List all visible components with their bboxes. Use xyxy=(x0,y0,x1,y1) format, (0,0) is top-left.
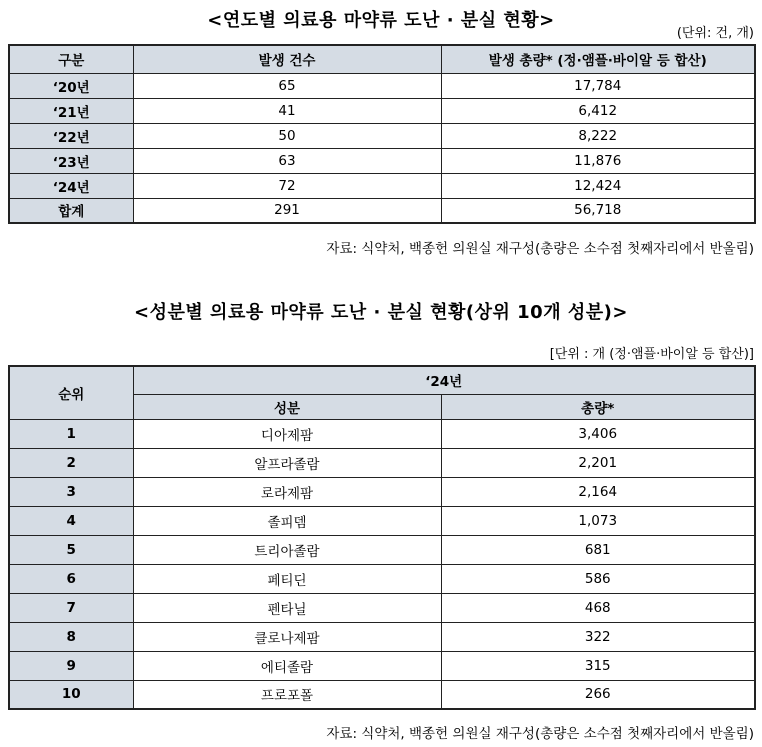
table-row xyxy=(9,535,755,564)
quantity-cell: 8,222 xyxy=(441,123,755,148)
rank-cell: 1 xyxy=(9,419,133,448)
ingredient-theft-loss-table xyxy=(8,365,756,710)
table2-source: 자료: 식약처, 백종헌 의원실 재구성(총량은 소수점 첫째자리에서 반올림) xyxy=(326,726,754,742)
total-cell: 322 xyxy=(441,622,755,651)
total-row xyxy=(9,198,755,223)
count-cell: 50 xyxy=(133,123,441,148)
total-cell: 1,073 xyxy=(441,506,755,535)
ingredient-cell: 에티졸람 xyxy=(133,651,441,680)
rank-cell: 4 xyxy=(9,506,133,535)
table1-title: <연도별 의료용 마약류 도난 · 분실 현황> xyxy=(207,10,555,31)
year-cell: ‘20년 xyxy=(9,73,133,98)
quantity-cell: 12,424 xyxy=(441,173,755,198)
table-row xyxy=(9,564,755,593)
total-cell: 2,164 xyxy=(441,477,755,506)
header-ingredient: 성분 xyxy=(133,394,441,419)
ingredient-cell: 디아제팜 xyxy=(133,419,441,448)
rank-cell: 6 xyxy=(9,564,133,593)
table-row xyxy=(9,593,755,622)
annual-theft-loss-table xyxy=(8,44,756,224)
count-cell: 65 xyxy=(133,73,441,98)
quantity-cell: 17,784 xyxy=(441,73,755,98)
total-cell: 468 xyxy=(441,593,755,622)
total-cell: 315 xyxy=(441,651,755,680)
header-total: 총량* xyxy=(441,394,755,419)
count-cell: 41 xyxy=(133,98,441,123)
header-category: 구분 xyxy=(9,45,133,73)
quantity-cell: 56,718 xyxy=(441,198,755,223)
table-row xyxy=(9,173,755,198)
rank-cell: 2 xyxy=(9,448,133,477)
table1-unit: (단위: 건, 개) xyxy=(676,26,754,41)
table1-header-row xyxy=(9,45,755,73)
table1-source: 자료: 식약처, 백종헌 의원실 재구성(총량은 소수점 첫째자리에서 반올림) xyxy=(326,241,754,257)
total-cell: 681 xyxy=(441,535,755,564)
ingredient-cell: 프로포폴 xyxy=(133,680,441,709)
count-cell: 63 xyxy=(133,148,441,173)
table-row xyxy=(9,680,755,709)
table2-unit: [단위 : 개 (정·앰플·바이알 등 합산)] xyxy=(549,347,754,362)
count-cell: 291 xyxy=(133,198,441,223)
total-cell: 266 xyxy=(441,680,755,709)
ingredient-cell: 졸피뎀 xyxy=(133,506,441,535)
table-row xyxy=(9,506,755,535)
header-total-quantity: 발생 총량* (정·앰플·바이알 등 합산) xyxy=(441,45,755,73)
total-cell: 3,406 xyxy=(441,419,755,448)
ingredient-cell: 펜타닐 xyxy=(133,593,441,622)
table2-header-row xyxy=(9,366,755,394)
ingredient-cell: 알프라졸람 xyxy=(133,448,441,477)
year-cell: ‘24년 xyxy=(9,173,133,198)
year-cell: ‘22년 xyxy=(9,123,133,148)
quantity-cell: 6,412 xyxy=(441,98,755,123)
ingredient-cell: 트리아졸람 xyxy=(133,535,441,564)
total-cell: 586 xyxy=(441,564,755,593)
table-row xyxy=(9,622,755,651)
total-label-cell: 합계 xyxy=(9,198,133,223)
table-row xyxy=(9,448,755,477)
quantity-cell: 11,876 xyxy=(441,148,755,173)
table-row xyxy=(9,651,755,680)
table-row xyxy=(9,73,755,98)
table-row xyxy=(9,419,755,448)
count-cell: 72 xyxy=(133,173,441,198)
header-year: ‘24년 xyxy=(133,366,755,394)
year-cell: ‘21년 xyxy=(9,98,133,123)
ingredient-cell: 클로나제팜 xyxy=(133,622,441,651)
rank-cell: 9 xyxy=(9,651,133,680)
rank-cell: 3 xyxy=(9,477,133,506)
ingredient-cell: 로라제팜 xyxy=(133,477,441,506)
rank-cell: 8 xyxy=(9,622,133,651)
ingredient-cell: 페티딘 xyxy=(133,564,441,593)
table-row xyxy=(9,148,755,173)
table-row xyxy=(9,98,755,123)
table-row xyxy=(9,123,755,148)
table-row xyxy=(9,477,755,506)
table2-title: <성분별 의료용 마약류 도난 · 분실 현황(상위 10개 성분)> xyxy=(134,302,628,323)
rank-cell: 5 xyxy=(9,535,133,564)
header-incident-count: 발생 건수 xyxy=(133,45,441,73)
rank-cell: 7 xyxy=(9,593,133,622)
year-cell: ‘23년 xyxy=(9,148,133,173)
total-cell: 2,201 xyxy=(441,448,755,477)
header-rank: 순위 xyxy=(9,366,133,419)
rank-cell: 10 xyxy=(9,680,133,709)
